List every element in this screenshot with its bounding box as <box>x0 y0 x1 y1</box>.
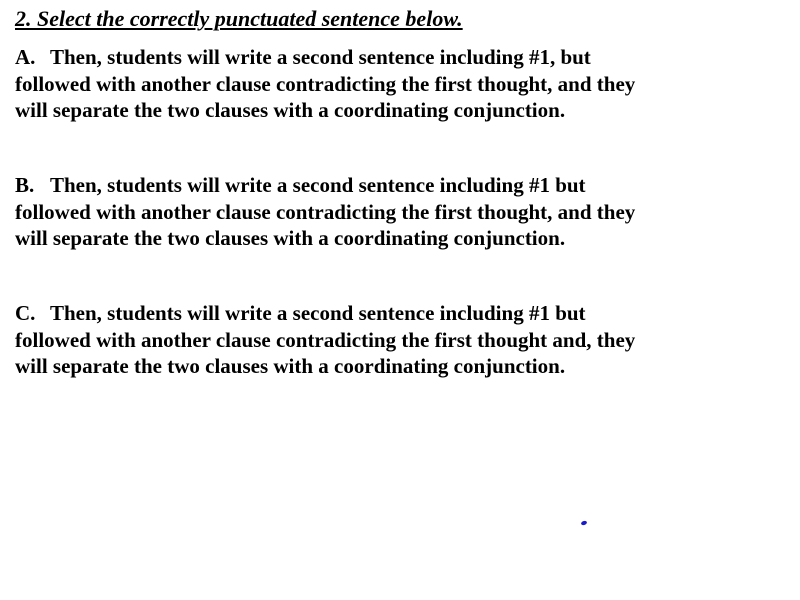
option-c-line-3: will separate the two clauses with a coordinating conjunction. <box>15 354 566 378</box>
question-title: 2. Select the correctly punctuated sentence below. <box>15 6 463 31</box>
option-a-line-3: will separate the two clauses with a coordinating conjunction. <box>15 98 566 122</box>
option-b-letter: B. <box>15 173 35 197</box>
option-c[interactable] <box>15 300 775 380</box>
option-b-line-2: followed with another clause contradicting the first thought, and they <box>15 199 636 224</box>
option-c-letter: C. <box>15 301 36 325</box>
stray-ink-mark <box>580 520 587 526</box>
option-a-line-2: followed with another clause contradicting the first thought, and they <box>15 71 636 96</box>
option-a[interactable] <box>15 44 775 124</box>
option-a-letter: A. <box>15 45 36 69</box>
option-b-line-1: B. Then, students will write a second sentence including #1 but <box>15 173 586 197</box>
option-c-line-1: C. Then, students will write a second sentence including #1 but <box>15 301 586 325</box>
option-b-line-3: will separate the two clauses with a coordinating conjunction. <box>15 226 566 250</box>
option-a-line-1: A. Then, students will write a second sentence including #1, but <box>15 45 591 69</box>
option-c-line-2: followed with another clause contradicting the first thought and, they <box>15 327 636 352</box>
option-b[interactable] <box>15 172 775 252</box>
